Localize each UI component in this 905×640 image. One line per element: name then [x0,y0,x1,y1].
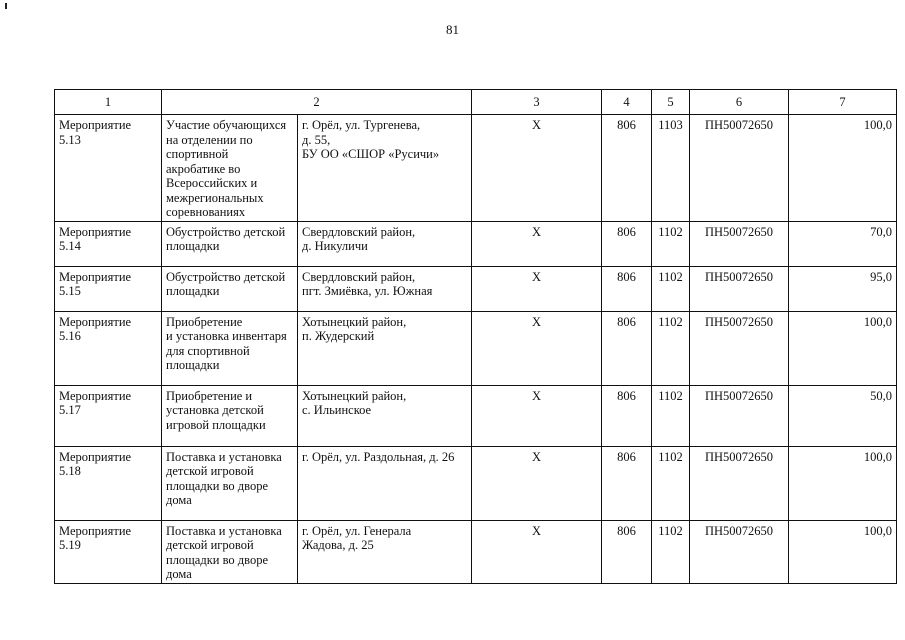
measure-description: Обустройство детской площадки [162,221,298,266]
measure-name: Мероприятие 5.15 [55,266,162,311]
cell-col6: ПН50072650 [690,446,789,520]
measure-name: Мероприятие 5.14 [55,221,162,266]
measure-name: Мероприятие 5.16 [55,311,162,385]
header-cell-7: 7 [789,90,897,115]
cell-col5: 1102 [652,520,690,583]
header-cell-2: 2 [162,90,472,115]
cell-col3: Х [472,385,602,446]
cell-col7: 100,0 [789,446,897,520]
cell-col7: 100,0 [789,115,897,222]
header-cell-6: 6 [690,90,789,115]
table-row [55,115,897,222]
measure-name: Мероприятие 5.13 [55,115,162,222]
cell-col5: 1102 [652,311,690,385]
header-cell-1: 1 [55,90,162,115]
measure-description: Приобретение и установка детской игровой площадки [162,385,298,446]
cell-col4: 806 [602,446,652,520]
cell-col6: ПН50072650 [690,115,789,222]
header-cell-3: 3 [472,90,602,115]
table-row [55,446,897,520]
measure-address: Хотынецкий район, с. Ильинское [298,385,472,446]
cell-col7: 100,0 [789,311,897,385]
header-row [55,90,897,115]
cell-col3: Х [472,446,602,520]
measure-description: Обустройство детской площадки [162,266,298,311]
cell-col3: Х [472,520,602,583]
table-row [55,266,897,311]
cell-col5: 1102 [652,266,690,311]
measures-table [54,89,897,584]
cell-col5: 1102 [652,221,690,266]
measure-address: Хотынецкий район, п. Жудерский [298,311,472,385]
measure-name: Мероприятие 5.19 [55,520,162,583]
measure-address: г. Орёл, ул. Тургенева, д. 55, БУ ОО «СШОР «Русичи» [298,115,472,222]
cell-col6: ПН50072650 [690,221,789,266]
cell-col4: 806 [602,311,652,385]
cell-col4: 806 [602,115,652,222]
cell-col7: 50,0 [789,385,897,446]
cell-col5: 1103 [652,115,690,222]
table-row [55,311,897,385]
measure-description: Приобретение и установка инвентаря для спортивной площадки [162,311,298,385]
corner-mark [5,3,7,9]
table-row [55,385,897,446]
header-cell-4: 4 [602,90,652,115]
measure-description: Поставка и установка детской игровой площадки во дворе дома [162,446,298,520]
cell-col3: Х [472,221,602,266]
cell-col4: 806 [602,520,652,583]
cell-col7: 95,0 [789,266,897,311]
cell-col6: ПН50072650 [690,311,789,385]
cell-col7: 70,0 [789,221,897,266]
cell-col5: 1102 [652,385,690,446]
cell-col6: ПН50072650 [690,266,789,311]
measure-name: Мероприятие 5.17 [55,385,162,446]
cell-col3: Х [472,311,602,385]
header-cell-5: 5 [652,90,690,115]
cell-col5: 1102 [652,446,690,520]
cell-col4: 806 [602,266,652,311]
cell-col6: ПН50072650 [690,520,789,583]
measure-description: Поставка и установка детской игровой площадки во дворе дома [162,520,298,583]
cell-col6: ПН50072650 [690,385,789,446]
measure-address: г. Орёл, ул. Раздольная, д. 26 [298,446,472,520]
page-number: 81 [446,22,459,37]
cell-col7: 100,0 [789,520,897,583]
measure-address: Свердловский район, д. Никуличи [298,221,472,266]
cell-col3: Х [472,115,602,222]
cell-col4: 806 [602,385,652,446]
cell-col4: 806 [602,221,652,266]
measure-description: Участие обучающихся на отделении по спортивной акробатике во Всероссийских и межрегиональных соревнованиях [162,115,298,222]
table-row [55,221,897,266]
table-row [55,520,897,583]
measure-address: Свердловский район, пгт. Змиёвка, ул. Южная [298,266,472,311]
measure-name: Мероприятие 5.18 [55,446,162,520]
cell-col3: Х [472,266,602,311]
measure-address: г. Орёл, ул. Генерала Жадова, д. 25 [298,520,472,583]
